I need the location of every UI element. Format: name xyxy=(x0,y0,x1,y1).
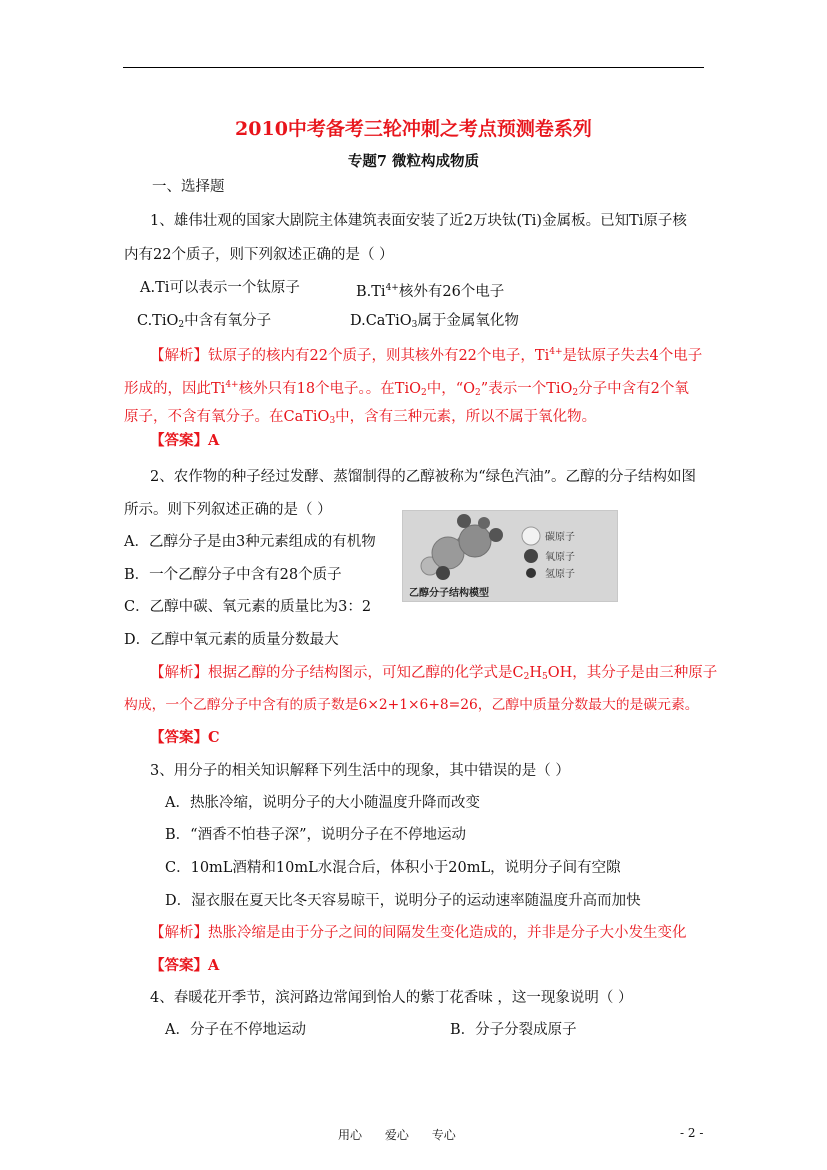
q3-answer: 【答案】A xyxy=(150,957,220,974)
ethanol-molecule-figure xyxy=(402,510,618,602)
q2-line2: 所示。则下列叙述正确的是（ ） xyxy=(124,502,332,518)
legend-hydrogen-label: 氢原子 xyxy=(545,569,575,580)
section-heading: 一、选择题 xyxy=(152,179,225,195)
q1-answer: 【答案】A xyxy=(150,432,220,449)
q3-option-a: A．热胀冷缩，说明分子的大小随温度升降而改变 xyxy=(165,795,480,811)
carbon-atom xyxy=(459,525,491,557)
ethanol-molecule-diagram xyxy=(403,511,617,601)
q2-option-b: B．一个乙醇分子中含有28个质子 xyxy=(124,567,342,583)
figure-caption: 乙醇分子结构模型 xyxy=(409,588,489,599)
q3-option-b: B．“酒香不怕巷子深”，说明分子在不停地运动 xyxy=(165,827,466,843)
header-rule xyxy=(123,67,704,68)
hydrogen-atom xyxy=(489,528,503,542)
q2-option-a: A．乙醇分子是由3种元素组成的有机物 xyxy=(124,534,376,550)
hydrogen-atom xyxy=(478,517,490,529)
q1-line1: 1、雄伟壮观的国家大剧院主体建筑表面安装了近2万块钛(Ti)金属板。已知Ti原子核 xyxy=(150,213,687,229)
q1-analysis-line2: 形成的，因此$Ti^{4+}$核外只有18个电子。。在TiO$_2$中，“$O_2$”表示一个TiO$_2$分子中含有2个氧 xyxy=(124,380,689,398)
legend-carbon-label: 碳原子 xyxy=(545,532,575,543)
q1-option-c: C.TiO$_2$中含有氧分子 xyxy=(137,313,272,330)
legend-hydrogen-swatch xyxy=(526,568,536,578)
q3-option-c: C．10mL酒精和10mL水混合后，体积小于20mL，说明分子间有空隙 xyxy=(165,860,621,876)
legend-oxygen-label: 氧原子 xyxy=(545,552,575,563)
q1-option-a: A.Ti可以表示一个钛原子 xyxy=(140,280,300,296)
q4-option-b: B．分子分裂成原子 xyxy=(450,1022,577,1038)
q1-line2: 内有22个质子，则下列叙述正确的是（ ） xyxy=(124,247,394,263)
legend-carbon-swatch xyxy=(522,527,540,545)
q4-line1: 4、春暖花开季节，滨河路边常闻到怡人的紫丁花香味 ，这一现象说明（ ） xyxy=(150,990,633,1006)
q1-analysis-line1: 【解析】钛原子的核内有22个质子，则其核外有22个电子，$Ti^{4+}$是钛原子失去4个电子 xyxy=(150,347,703,364)
q2-analysis-line2: 构成，一个乙醇分子中含有的质子数是6×2+1×6+8=26，乙醇中质量分数最大的是碳元素。 xyxy=(124,697,699,713)
q1-option-b: $B.Ti^{4+}$核外有26个电子 xyxy=(356,283,505,300)
q1-analysis-line3: 原子，不含有氧分子。在CaTiO$_3$中，含有三种元素，所以不属于氧化物。 xyxy=(124,409,597,426)
q3-option-d: D．湿衣服在夏天比冬天容易晾干，说明分子的运动速率随温度升高而加快 xyxy=(165,893,641,909)
q1-option-d: D.CaTiO$_3$属于金属氧化物 xyxy=(350,313,519,330)
hydrogen-atom xyxy=(436,566,450,580)
q2-line1: 2、农作物的种子经过发酵、蒸馏制得的乙醇被称为“绿色汽油”。乙醇的分子结构如图 xyxy=(150,469,697,485)
q4-option-a: A．分子在不停地运动 xyxy=(165,1022,306,1038)
q3-analysis: 【解析】热胀冷缩是由于分子之间的间隔发生变化造成的，并非是分子大小发生变化 xyxy=(150,925,687,941)
page-number: - 2 - xyxy=(680,1126,704,1140)
q2-option-c: C．乙醇中碳、氧元素的质量比为3：2 xyxy=(124,599,372,615)
hydrogen-atom xyxy=(457,514,471,528)
q2-option-d: D．乙醇中氧元素的质量分数最大 xyxy=(124,632,339,648)
legend-oxygen-swatch xyxy=(524,549,538,563)
q2-answer: 【答案】C xyxy=(150,729,220,746)
q2-analysis-line1: 【解析】根据乙醇的分子结构图示，可知乙醇的化学式是$C_2H_5OH$，其分子是由三种原子 xyxy=(150,665,718,682)
footer-motto: 用心 爱心 专心 xyxy=(338,1128,456,1142)
section-subtitle: 专题7 微粒构成物质 xyxy=(347,153,480,170)
q3-line1: 3、用分子的相关知识解释下列生活中的现象，其中错误的是（ ） xyxy=(150,763,570,779)
document-title: 2010中考备考三轮冲刺之考点预测卷系列 xyxy=(235,118,592,140)
